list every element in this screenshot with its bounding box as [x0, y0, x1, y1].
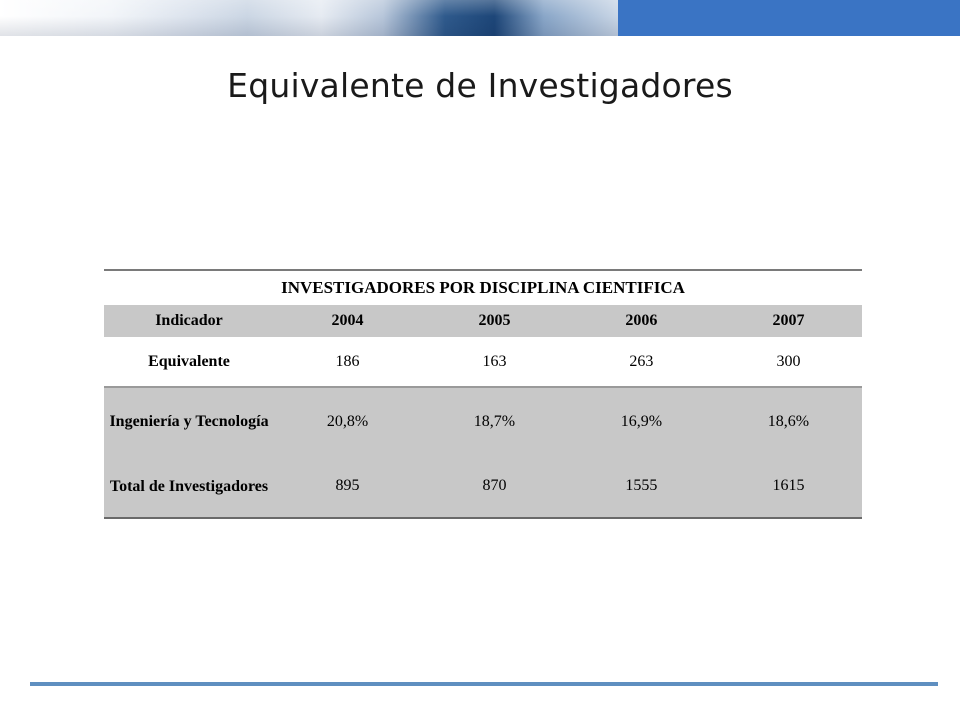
table-cell: 20,8%: [274, 387, 421, 455]
header-banner: [0, 0, 960, 36]
table-cell: 263: [568, 337, 715, 387]
table-cell: 186: [274, 337, 421, 387]
header-cell-2005: 2005: [421, 305, 568, 337]
table-cell: 870: [421, 455, 568, 518]
slide-title: Equivalente de Investigadores: [227, 66, 733, 105]
row-label-ingenieria: Ingeniería y Tecnología: [104, 387, 274, 455]
table-header-row: [104, 305, 862, 337]
table-cell: 895: [274, 455, 421, 518]
row-label-equivalente: Equivalente: [104, 337, 274, 387]
table-cell: 1615: [715, 455, 862, 518]
row-label-total: Total de Investigadores: [104, 455, 274, 518]
researchers-table: [104, 269, 862, 519]
table-cell: 1555: [568, 455, 715, 518]
header-cell-2004: 2004: [274, 305, 421, 337]
header-cell-indicador: Indicador: [104, 305, 274, 337]
banner-accent-block: [618, 0, 960, 36]
table-cell: 163: [421, 337, 568, 387]
header-cell-2007: 2007: [715, 305, 862, 337]
banner-image: [0, 0, 618, 36]
table-row: [104, 337, 862, 387]
footer-divider: [30, 682, 938, 686]
header-cell-2006: 2006: [568, 305, 715, 337]
table-cell: 300: [715, 337, 862, 387]
table-caption-row: [104, 270, 862, 305]
table-cell: 18,6%: [715, 387, 862, 455]
table-cell: 18,7%: [421, 387, 568, 455]
table-row: [104, 387, 862, 455]
table-caption: INVESTIGADORES POR DISCIPLINA CIENTIFICA: [104, 270, 862, 305]
table-cell: 16,9%: [568, 387, 715, 455]
table-row: [104, 455, 862, 518]
